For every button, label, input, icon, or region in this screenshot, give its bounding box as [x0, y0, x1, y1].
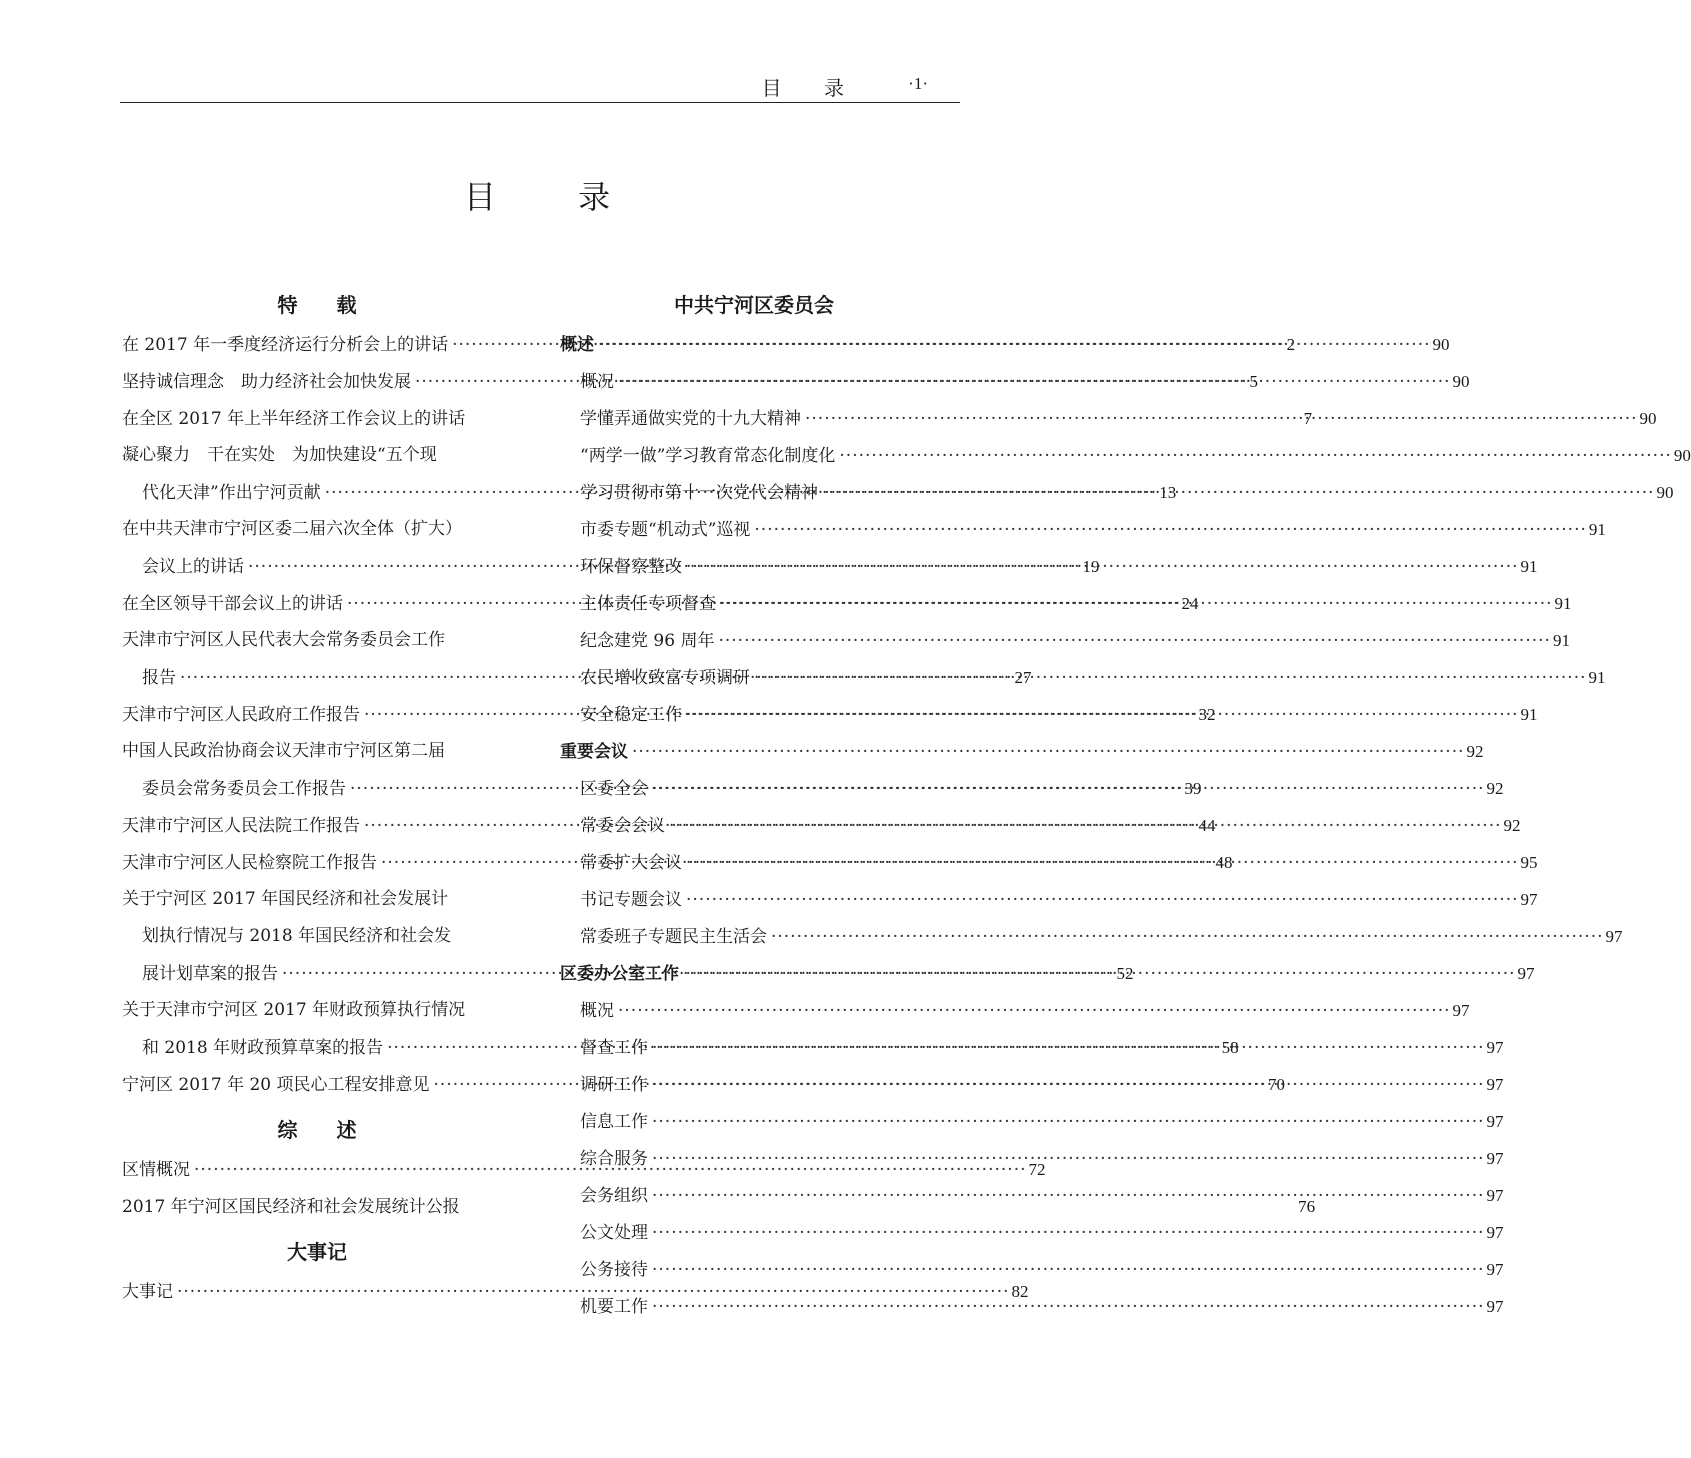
dot-leader	[686, 845, 1519, 882]
toc-entry-page: 90	[1673, 446, 1691, 465]
toc-entry-page: 76	[1298, 1197, 1316, 1216]
section-heading-chronicle: 大事记	[287, 1240, 347, 1264]
toc-entry-page: 91	[1554, 594, 1572, 613]
toc-entry-label: 机要工作	[580, 1297, 648, 1317]
toc-entry-page: 91	[1552, 631, 1570, 650]
toc-entry-label: 坚持诚信理念 助力经济社会加快发展	[122, 372, 411, 392]
toc-entry-label: 报告	[142, 668, 176, 688]
toc-entry[interactable]	[122, 992, 512, 1029]
toc-entry-label: 常委班子专题民主生活会	[580, 927, 767, 947]
toc-entry-label: 代化天津”作出宁河贡献	[142, 483, 321, 503]
dot-leader	[718, 623, 1551, 660]
dot-leader	[839, 438, 1672, 475]
toc-entry-label: “两学一做”学习教育常态化制度化	[580, 446, 836, 466]
toc-entry-label: 农民增收致富专项调研	[580, 668, 750, 688]
toc-entry-page: 97	[1486, 1223, 1504, 1242]
toc-entry[interactable]	[122, 881, 512, 918]
toc-entry-label: 概况	[580, 1001, 614, 1021]
toc-entry-page: 97	[1452, 1001, 1470, 1020]
toc-entry-label: 在全区领导干部会议上的讲话	[122, 594, 343, 614]
toc-entry-label: 中国人民政治协商会议天津市宁河区第二届	[122, 741, 445, 761]
toc-entry[interactable]	[560, 437, 1691, 474]
toc-entry-label: 综合服务	[580, 1149, 648, 1169]
dot-leader	[652, 771, 1485, 808]
dot-leader	[618, 364, 1451, 401]
toc-entry-label: 天津市宁河区人民代表大会常务委员会工作	[122, 630, 445, 650]
toc-entry-page: 5	[1249, 372, 1258, 391]
toc-entry-label: 书记专题会议	[580, 890, 682, 910]
toc-entry-label: 重要会议	[560, 742, 628, 762]
toc-entry-page: 58	[1221, 1038, 1239, 1057]
toc-entry-label: 安全稳定工作	[580, 705, 682, 725]
toc-entry-page: 2	[1286, 335, 1296, 354]
dot-leader	[652, 1178, 1485, 1215]
toc-entry-label: 区委全会	[580, 779, 648, 799]
toc-entry[interactable]	[122, 437, 512, 474]
toc-entry-page: 19	[1082, 557, 1100, 576]
toc-entry[interactable]	[122, 622, 512, 659]
dot-leader	[805, 401, 1638, 438]
toc-entry[interactable]	[560, 1214, 1504, 1251]
toc-entry-label: 在 2017 年一季度经济运行分析会上的讲话	[122, 335, 449, 355]
toc-entry-label: 督查工作	[580, 1038, 648, 1058]
toc-entry-label: 公文处理	[580, 1223, 648, 1243]
toc-entry-page: 52	[1116, 964, 1134, 983]
section-heading-special: 特 载	[277, 293, 373, 317]
toc-entry-label: 区情概况	[122, 1160, 190, 1180]
running-header-title: 目 录	[761, 76, 862, 100]
toc-entry-label: 凝心聚力 干在实处 为加快建设“五个现	[122, 445, 437, 465]
toc-entry-label: 纪念建党 96 周年	[580, 631, 715, 651]
toc-entry-label: 公务接待	[580, 1260, 648, 1280]
toc-entry-label: 在全区 2017 年上半年经济工作会议上的讲话	[122, 409, 466, 429]
toc-entry-page: 97	[1520, 890, 1538, 909]
toc-entry-label: 常委会会议	[580, 816, 665, 836]
toc-entry-page: 97	[1486, 1112, 1504, 1131]
dot-leader	[683, 956, 1516, 993]
dot-leader	[652, 1104, 1485, 1141]
toc-entry-page: 90	[1656, 483, 1674, 502]
toc-entry[interactable]	[560, 326, 1450, 363]
toc-entry[interactable]	[560, 992, 1470, 1029]
toc-entry[interactable]	[560, 622, 1570, 659]
dot-leader	[652, 1252, 1485, 1289]
toc-entry-label: 区委办公室工作	[560, 964, 679, 984]
toc-entry-page: 72	[1028, 1160, 1046, 1179]
dot-leader	[652, 1141, 1485, 1178]
dot-leader	[822, 475, 1655, 512]
toc-entry-page: 39	[1184, 779, 1202, 798]
toc-entry-page: 91	[1520, 705, 1538, 724]
toc-entry[interactable]	[560, 1103, 1504, 1140]
toc-entry[interactable]	[122, 733, 512, 770]
toc-entry-page: 97	[1486, 1186, 1504, 1205]
toc-entry-page: 32	[1198, 705, 1216, 724]
toc-entry[interactable]	[560, 363, 1470, 400]
toc-entry-page: 97	[1486, 1038, 1504, 1057]
toc-entry-page: 97	[1517, 964, 1535, 983]
toc-entry[interactable]	[560, 881, 1538, 918]
toc-entry-label: 市委专题“机动式”巡视	[580, 520, 751, 540]
toc-entry-page: 97	[1486, 1075, 1504, 1094]
dot-leader	[652, 1030, 1485, 1067]
dot-leader	[598, 327, 1431, 364]
toc-entry-label: 天津市宁河区人民检察院工作报告	[122, 853, 377, 873]
toc-entry-label: 调研工作	[580, 1075, 648, 1095]
toc-entry-label: 天津市宁河区人民政府工作报告	[122, 705, 360, 725]
dot-leader	[652, 1289, 1485, 1326]
toc-entry-page: 13	[1159, 483, 1177, 502]
toc-entry-label: 会议上的讲话	[142, 557, 244, 577]
toc-entry-page: 97	[1605, 927, 1623, 946]
toc-entry-page: 91	[1520, 557, 1538, 576]
dot-leader	[686, 882, 1519, 919]
toc-entry-page: 24	[1181, 594, 1199, 613]
toc-entry[interactable]	[122, 918, 512, 955]
dot-leader	[686, 549, 1519, 586]
toc-entry-label: 和 2018 年财政预算草案的报告	[142, 1038, 384, 1058]
toc-entry-label: 展计划草案的报告	[142, 964, 278, 984]
toc-entry-label: 概况	[580, 372, 614, 392]
toc-entry-page: 97	[1486, 1149, 1504, 1168]
toc-entry-page: 44	[1198, 816, 1216, 835]
toc-entry-page: 92	[1466, 742, 1484, 761]
toc-entry-page: 91	[1588, 520, 1606, 539]
toc-entry-page: 48	[1215, 853, 1233, 872]
dot-leader	[754, 512, 1587, 549]
toc-entry-label: 主体责任专项督查	[580, 594, 716, 614]
toc-entry-page: 90	[1432, 335, 1450, 354]
toc-entry-page: 90	[1452, 372, 1470, 391]
toc-entry[interactable]	[560, 511, 1606, 548]
dot-leader	[652, 1215, 1485, 1252]
toc-entry-label: 关于天津市宁河区 2017 年财政预算执行情况	[122, 1000, 466, 1020]
toc-entry[interactable]	[560, 918, 1623, 955]
running-header	[120, 72, 960, 103]
toc-entry-label: 信息工作	[580, 1112, 648, 1132]
toc-entry-label: 2017 年宁河区国民经济和社会发展统计公报	[122, 1197, 460, 1217]
page-title: 目 录	[463, 178, 647, 216]
dot-leader	[632, 734, 1465, 771]
toc-entry-label: 关于宁河区 2017 年国民经济和社会发展计	[122, 889, 449, 909]
dot-leader	[669, 808, 1502, 845]
toc-entry-label: 学习贯彻市第十一次党代会精神	[580, 483, 818, 503]
toc-entry-page: 97	[1486, 1297, 1504, 1316]
toc-entry-page: 82	[1011, 1282, 1029, 1301]
dot-leader	[754, 660, 1587, 697]
dot-leader	[771, 919, 1604, 956]
toc-entry[interactable]	[560, 400, 1657, 437]
toc-entry-page: 70	[1268, 1075, 1286, 1094]
running-header-page-number: ·1·	[908, 74, 928, 93]
toc-entry-label: 天津市宁河区人民法院工作报告	[122, 816, 360, 836]
toc-entry[interactable]	[122, 511, 512, 548]
toc-entry-label: 常委扩大会议	[580, 853, 682, 873]
section-heading-overview: 综 述	[277, 1118, 373, 1142]
toc-entry-page: 92	[1486, 779, 1504, 798]
toc-entry-label: 委员会常务委员会工作报告	[142, 779, 346, 799]
toc-entry-page: 97	[1486, 1260, 1504, 1279]
toc-entry-label: 学懂弄通做实党的十九大精神	[580, 409, 801, 429]
toc-entry-page: 95	[1520, 853, 1538, 872]
section-heading-district-committee: 中共宁河区委员会	[674, 293, 834, 317]
toc-entry[interactable]	[560, 1251, 1504, 1288]
toc-entry-label: 环保督察整改	[580, 557, 682, 577]
dot-leader	[686, 697, 1519, 734]
toc-entry-label: 会务组织	[580, 1186, 648, 1206]
toc-entry-label: 大事记	[122, 1282, 173, 1302]
dot-leader	[652, 1067, 1485, 1104]
toc-entry-label: 划执行情况与 2018 年国民经济和社会发	[142, 926, 452, 946]
toc-entry-page: 90	[1639, 409, 1657, 428]
toc-entry-page: 92	[1503, 816, 1521, 835]
toc-entry-label: 在中共天津市宁河区委二届六次全体（扩大）	[122, 519, 462, 539]
toc-entry-page: 7	[1303, 409, 1313, 428]
dot-leader	[618, 993, 1451, 1030]
toc-entry-page: 91	[1588, 668, 1606, 687]
toc-entry[interactable]	[560, 733, 1484, 770]
toc-entry-page: 27	[1014, 668, 1032, 687]
toc-entry-label: 概述	[560, 335, 594, 355]
dot-leader	[720, 586, 1553, 623]
toc-entry-label: 宁河区 2017 年 20 项民心工程安排意见	[122, 1075, 430, 1095]
